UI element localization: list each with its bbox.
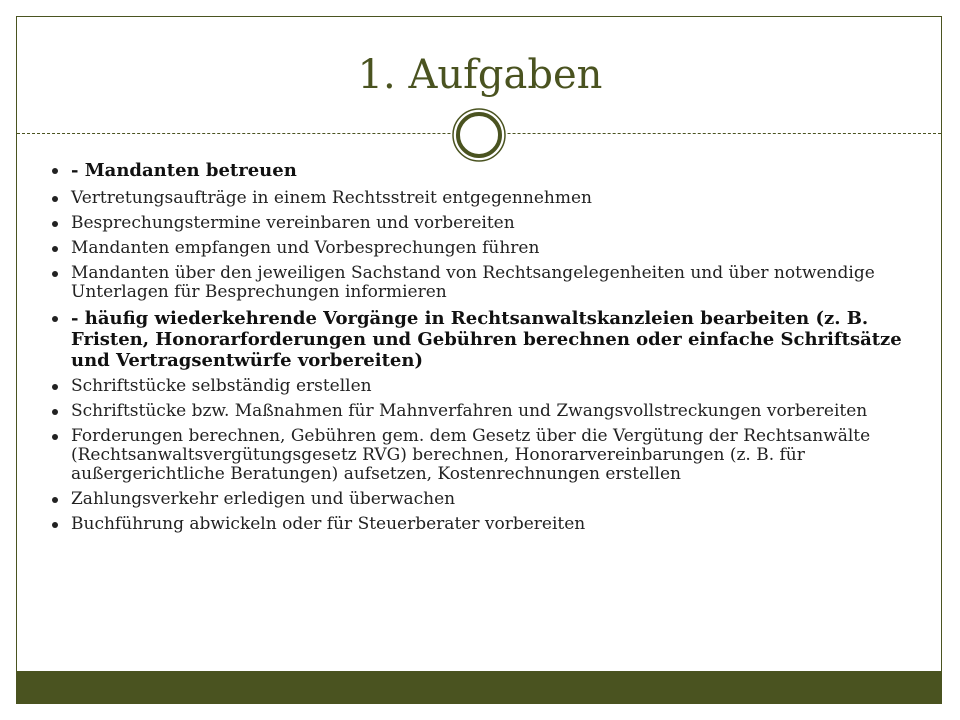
slide-content — [50, 160, 910, 540]
list-item: Zahlungsverkehr erledigen und überwachen — [50, 490, 910, 509]
list-item: Mandanten über den jeweiligen Sachstand von Rechtsangelegenheiten und über notwendige Unterlagen für Besprechungen informieren — [50, 264, 910, 302]
bullet-list — [50, 160, 910, 534]
slide-title: 1. Aufgaben — [357, 52, 603, 98]
list-item: Schriftstücke bzw. Maßnahmen für Mahnverfahren und Zwangsvollstreckungen vorbereiten — [50, 402, 910, 421]
footer-bar — [17, 671, 941, 703]
circle-ornament-icon — [451, 107, 507, 163]
list-item: Mandanten empfangen und Vorbesprechungen führen — [50, 239, 910, 258]
list-item: Schriftstücke selbständig erstellen — [50, 377, 910, 396]
list-item: - häufig wiederkehrende Vorgänge in Rechtsanwaltskanzleien bearbeiten (z. B. Fristen, Honorarforderungen und Gebühren berechnen oder einfache Schriftsätze und Vertragsentwürfe vorbereiten) — [50, 308, 910, 371]
list-item: Vertretungsaufträge in einem Rechtsstreit entgegennehmen — [50, 189, 910, 208]
list-item: - Mandanten betreuen — [50, 160, 910, 181]
list-item: Buchführung abwickeln oder für Steuerberater vorbereiten — [50, 515, 910, 534]
list-item: Besprechungstermine vereinbaren und vorbereiten — [50, 214, 910, 233]
list-item: Forderungen berechnen, Gebühren gem. dem Gesetz über die Vergütung der Rechtsanwälte (Rechtsanwaltsvergütungsgesetz RVG) berechnen, Honorarvereinbarungen (z. B. für außergerichtliche Beratungen) aufsetzen, Kostenrechnungen erstellen — [50, 427, 910, 484]
